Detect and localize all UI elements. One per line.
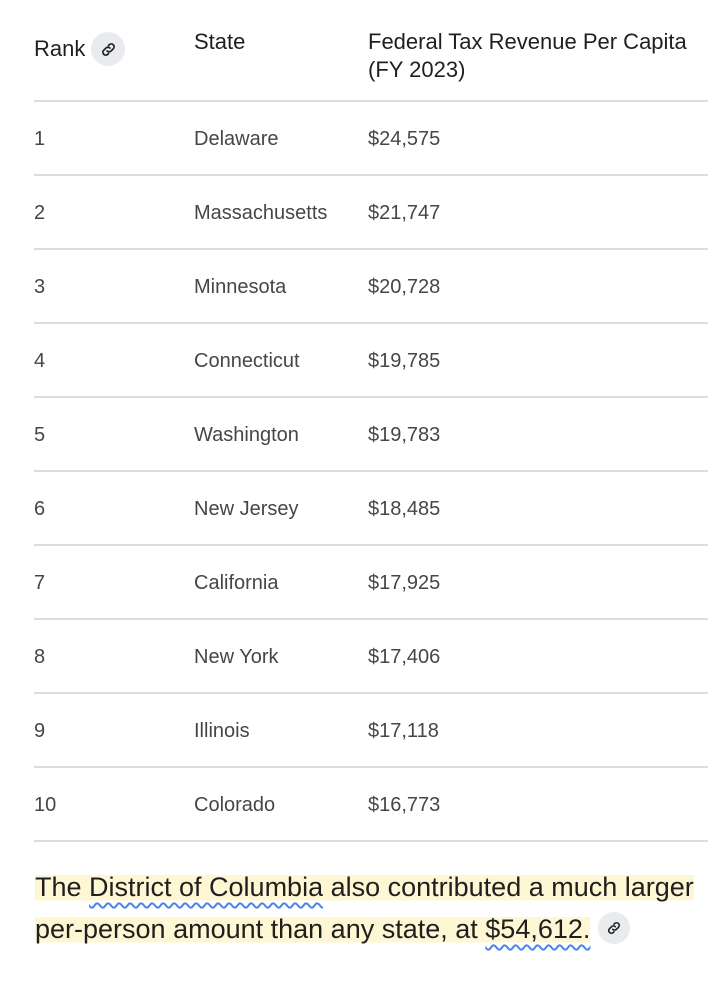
paragraph-middle: also contributed a much larger per-person amount than any state, at (35, 872, 694, 944)
state-cell: New York (194, 646, 279, 668)
table-header (34, 0, 708, 102)
revenue-cell: $17,925 (368, 572, 441, 594)
state-cell: Illinois (194, 720, 250, 742)
state-cell: Massachusetts (194, 202, 328, 224)
revenue-cell: $19,785 (368, 350, 441, 372)
table-body (34, 102, 708, 842)
rank-cell: 3 (34, 276, 46, 298)
table-row (34, 398, 708, 472)
rank-cell: 8 (34, 646, 46, 668)
table-row (34, 694, 708, 768)
rank-cell: 5 (34, 424, 46, 446)
table-row (34, 324, 708, 398)
revenue-cell: $19,783 (368, 424, 441, 446)
rank-cell: 6 (34, 498, 46, 520)
link-icon[interactable] (598, 912, 630, 944)
header-revenue: Federal Tax Revenue Per Capita (FY 2023) (368, 29, 687, 82)
district-of-columbia-link[interactable]: District of Columbia (89, 872, 324, 902)
header-state: State (194, 29, 246, 54)
table-row (34, 472, 708, 546)
revenue-cell: $17,118 (368, 720, 439, 742)
summary-paragraph (35, 866, 695, 950)
revenue-cell: $21,747 (368, 202, 441, 224)
header-rank (34, 32, 125, 66)
state-cell: New Jersey (194, 498, 299, 520)
state-cell: California (194, 572, 279, 594)
state-cell: Minnesota (194, 276, 287, 298)
revenue-cell: $24,575 (368, 128, 441, 150)
state-cell: Colorado (194, 794, 276, 816)
table-row (34, 546, 708, 620)
revenue-cell: $18,485 (368, 498, 441, 520)
link-icon[interactable] (91, 32, 125, 66)
revenue-cell: $20,728 (368, 276, 441, 298)
paragraph-prefix: The (35, 872, 90, 902)
revenue-cell: $17,406 (368, 646, 441, 668)
revenue-cell: $16,773 (368, 794, 441, 816)
rank-cell: 7 (34, 572, 46, 594)
table-row (34, 250, 708, 324)
rank-cell: 10 (34, 794, 57, 816)
table-row (34, 176, 708, 250)
rank-cell: 4 (34, 350, 46, 372)
state-cell: Delaware (194, 128, 279, 150)
rank-cell: 1 (34, 128, 46, 150)
state-cell: Washington (194, 424, 299, 446)
tax-revenue-table (34, 0, 708, 842)
dc-amount: $54,612. (485, 914, 591, 944)
table-row (34, 620, 708, 694)
header-rank-label: Rank (34, 36, 86, 61)
table-row (34, 768, 708, 842)
state-cell: Connecticut (194, 350, 300, 372)
table-row (34, 102, 708, 176)
rank-cell: 9 (34, 720, 46, 742)
rank-cell: 2 (34, 202, 46, 224)
